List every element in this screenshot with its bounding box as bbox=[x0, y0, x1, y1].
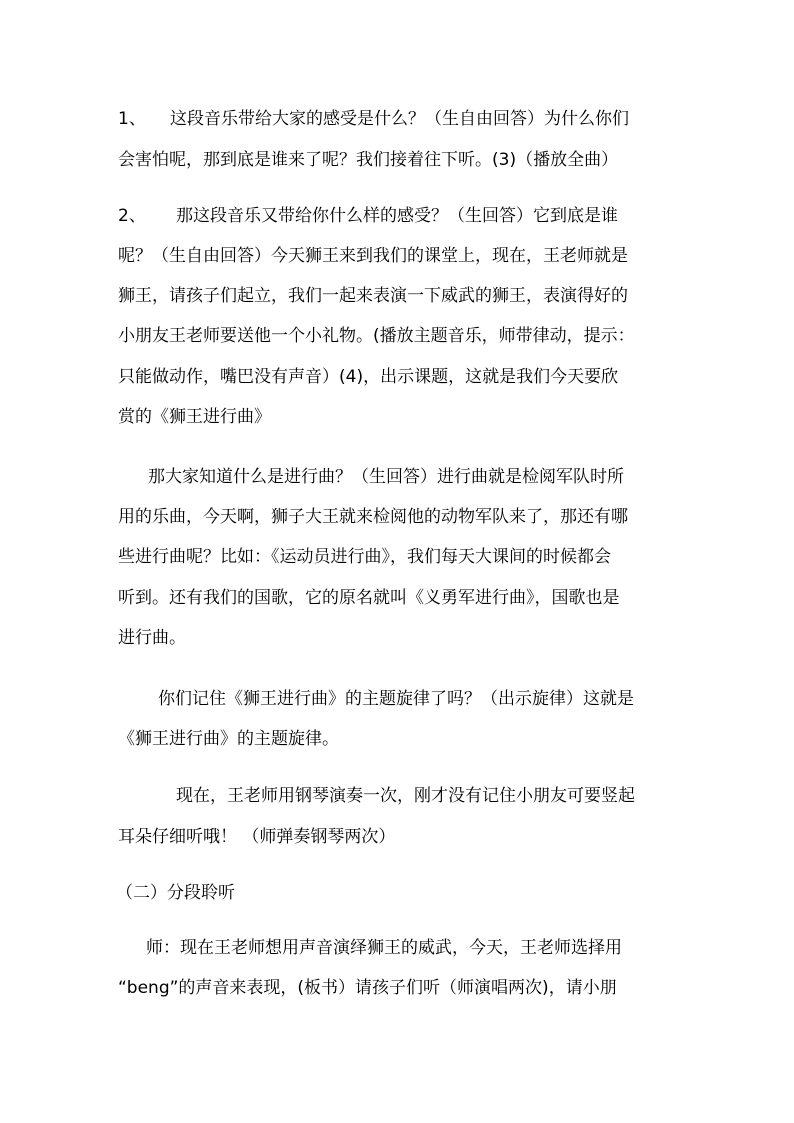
paragraph-6-line-1: 师：现在王老师想用声音演绎狮王的威武，今天，王老师选择用 bbox=[146, 938, 622, 958]
item-number: 2、 bbox=[118, 206, 146, 226]
paragraph-2-line-1 bbox=[118, 204, 618, 228]
paragraph-2-line-5: 只能做动作，嘴巴没有声音）(4)，出示课题，这就是我们今天要欣 bbox=[118, 367, 619, 387]
paragraph-3-line-2: 用的乐曲，今天啊，狮子大王就来检阅他的动物军队来了，那还有哪 bbox=[118, 507, 628, 527]
paragraph-4-line-1: 你们记住《狮王进行曲》的主题旋律了吗？（出示旋律）这就是 bbox=[158, 689, 634, 709]
paragraph-3-line-1: 那大家知道什么是进行曲？（生回答）进行曲就是检阅军队时所 bbox=[148, 467, 624, 487]
paragraph-1-line-2: 会害怕呢，那到底是谁来了呢？我们接着往下听。(3)（播放全曲） bbox=[118, 150, 619, 170]
paragraph-3-line-3: 些进行曲呢？比如：《运动员进行曲》，我们每天大课间的时候都会 bbox=[118, 547, 611, 567]
paragraph-2-line-6: 赏的《狮王进行曲》 bbox=[118, 407, 271, 427]
paragraph-2-line-4: 小朋友王老师要送他一个小礼物。(播放主题音乐，师带律动，提示： bbox=[118, 326, 635, 346]
paragraph-6-line-2: “beng”的声音来表现，(板书）请孩子们听（师演唱两次)，请小朋 bbox=[118, 978, 617, 998]
paragraph-1-line-1 bbox=[118, 107, 629, 131]
paragraph-5-line-2: 耳朵仔细听哦！ （师弹奏钢琴两次） bbox=[118, 827, 396, 847]
text: 这段音乐带给大家的感受是什么？（生自由回答）为什么你们 bbox=[170, 109, 629, 129]
paragraph-3-line-4: 听到。还有我们的国歌，它的原名就叫《义勇军进行曲》，国歌也是 bbox=[118, 588, 620, 608]
paragraph-2-line-3: 狮王，请孩子们起立，我们一起来表演一下威武的狮王，表演得好的 bbox=[118, 286, 628, 306]
text: 那这段音乐又带给你什么样的感受？（生回答）它到底是谁 bbox=[176, 206, 618, 226]
paragraph-3-line-5: 进行曲。 bbox=[118, 628, 186, 648]
section-heading: （二）分段聆听 bbox=[116, 883, 235, 903]
paragraph-2-line-2: 呢？（生自由回答）今天狮王来到我们的课堂上，现在，王老师就是 bbox=[118, 246, 628, 266]
paragraph-5-line-1: 现在，王老师用钢琴演奏一次，刚才没有记住小朋友可要竖起 bbox=[176, 786, 635, 806]
paragraph-4-line-2: 《狮王进行曲》的主题旋律。 bbox=[118, 729, 339, 749]
item-number: 1、 bbox=[118, 109, 146, 129]
